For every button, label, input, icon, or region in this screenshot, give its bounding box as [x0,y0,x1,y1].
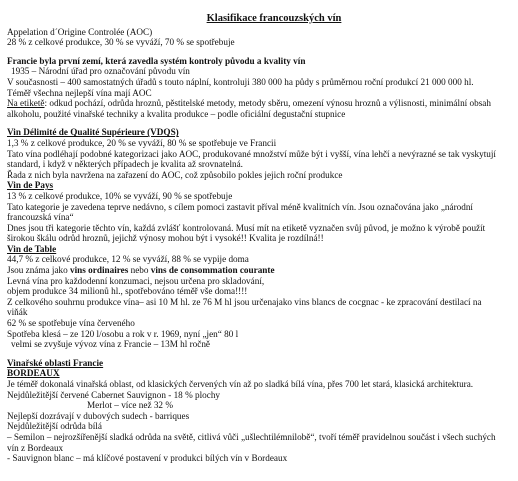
aoc-share: 28 % z celkové produkce, 30 % se vyváží, 70 % se spotřebuje [7,37,235,48]
region-name: BORDEAUX [7,368,60,379]
history-line-2: V současnosti – 400 samostatných úřadů s touto náplní, kontroluji 380 000 ha půdy s průměrnou roční produkcí 21 000 000 hl. [7,76,474,87]
etiketa-text: : odkud pochází, odrůda hroznů, pěstitelské metody, metody sběru, omezení výnosu hroznů a výlisnosti, minimální obsah alkoholu, použité vinařské techniky a kvalita produkce – podle oficiální degustační stupnice [7,98,491,119]
region-line-6: – Semilon – nejrozšířenější sladká odrůda na světě, citlivá vůči „ušlechtilémnilobě“, tvoří téměř pravidelnou součást i všech suchých [7,431,496,442]
region-line-7: vín z Bordeaux [7,442,64,453]
pays-line-4: Dnes jsou tři kategorie těchto vín, každá zvlášť kontrolovaná. Musí mít na etiketě vyznačen svůj původ, je možno k výrobě použít [7,222,486,233]
vdqs-line-1: 1,3 % z celkové produkce, 20 % se vyváží, 80 % se spotřebuje ve Francii [7,137,277,148]
aoc-name: Appelation d´Origine Controlée (AOC) [7,26,153,37]
vdqs-heading: Vin Délimité de Qualité Supérieure (VDQS) [7,127,179,138]
region-line-3: Merlot – více než 32 % [87,400,173,411]
document [7,14,513,464]
table-line-6: viňák [7,307,28,318]
pays-line-1: 13 % z celkové produkce, 10% se vyváží, 90 % se spotřebuje [7,190,233,201]
table-line-2-pre: Jsou známa jako [7,265,71,276]
etiketa-paragraph [7,98,513,119]
table-line-8: Spotřeba klesá – ze 120 l/osobu a rok v r. 1969, nyní „jen“ 80 l [7,328,239,339]
vdqs-line-2: Tato vína podléhají podobné kategorizaci jako AOC, produkované množství může být i vyšší, vína lehčí a nevýrazné se tak vyskytují [7,148,496,159]
regions-heading: Vinařské oblasti Francie [7,357,104,368]
table-term-1: vins ordinaires [70,265,129,276]
pays-line-3: francouzská vína“ [7,212,74,223]
table-line-2 [7,265,513,276]
table-line-5: Z celkového souhrnu produkce vína– asi 10 M hl. ze 76 M hl jsou určenajako vins blancs de cocgnac - ke zpracování destilací na [7,296,482,307]
region-line-2: Nejdůležitější červené Cabernet Sauvignon - 18 % plochy [7,389,221,400]
vdqs-line-3: standard, i když v některých případech je kvalita až srovnatelná. [7,159,243,170]
region-line-8: - Sauvignon blanc – má klíčové postavení v produkci bílých vín v Bordeaux [7,453,288,464]
history-line-3: Téměř všechna nejlepší vína mají AOC [7,87,152,98]
table-line-7: 62 % se spotřebuje vína červeného [7,318,135,329]
region-line-5: Nejdůležitější odrůda bílá [7,421,102,432]
vdqs-line-4: Řada z nich byla navržena na zařazení do AOC, což způsobilo pokles jejich roční produkce [7,169,343,180]
table-line-4: objem produkce 34 milionů hl., spotřebováno téměř vše doma!!!! [7,286,248,297]
table-line-3: Levná vína pro každodenní konzumaci, nejsou určena pro skladování, [7,275,265,286]
pays-line-2: Tato kategorie je zavedena teprve nedávno, s cílem pomoci zastavit příval méně kvalitních vín. Jsou označována jako „národní [7,201,473,212]
history-line-1: 1935 – Národní úřad pro označování původu vín [11,66,190,77]
pays-line-5: širokou škálu odrůd hroznů, jejichž výnosy mohou být i vysoké!! Kvalita je rozdílná!! [7,233,324,244]
table-line-1: 44,7 % z celkové produkce, 12 % se vyváží, 88 % se vypije doma [7,254,249,265]
page-title: Klasifikace francouzských vín [206,13,342,24]
pays-heading: Vin de Pays [7,180,54,191]
region-line-1: Je téměř dokonalá vinařská oblast, od klasických červených vín až po sladká bílá vína, přes 700 let stará, klasická architektura. [7,379,474,389]
history-heading: Francie byla první zemí, která zavedla systém kontroly původu a kvality vín [7,55,306,66]
table-line-9: velmi se zvyšuje vývoz vína z Francie – 13M hl ročně [11,339,211,350]
table-term-2: vins de consommation courante [150,265,275,276]
region-line-4: Nejlepší dozrávají v dubových sudech - barriques [7,410,190,421]
table-heading: Vin de Table [7,243,57,254]
etiketa-label: Na etiketě [7,98,45,109]
table-line-2-mid: nebo [128,265,151,276]
